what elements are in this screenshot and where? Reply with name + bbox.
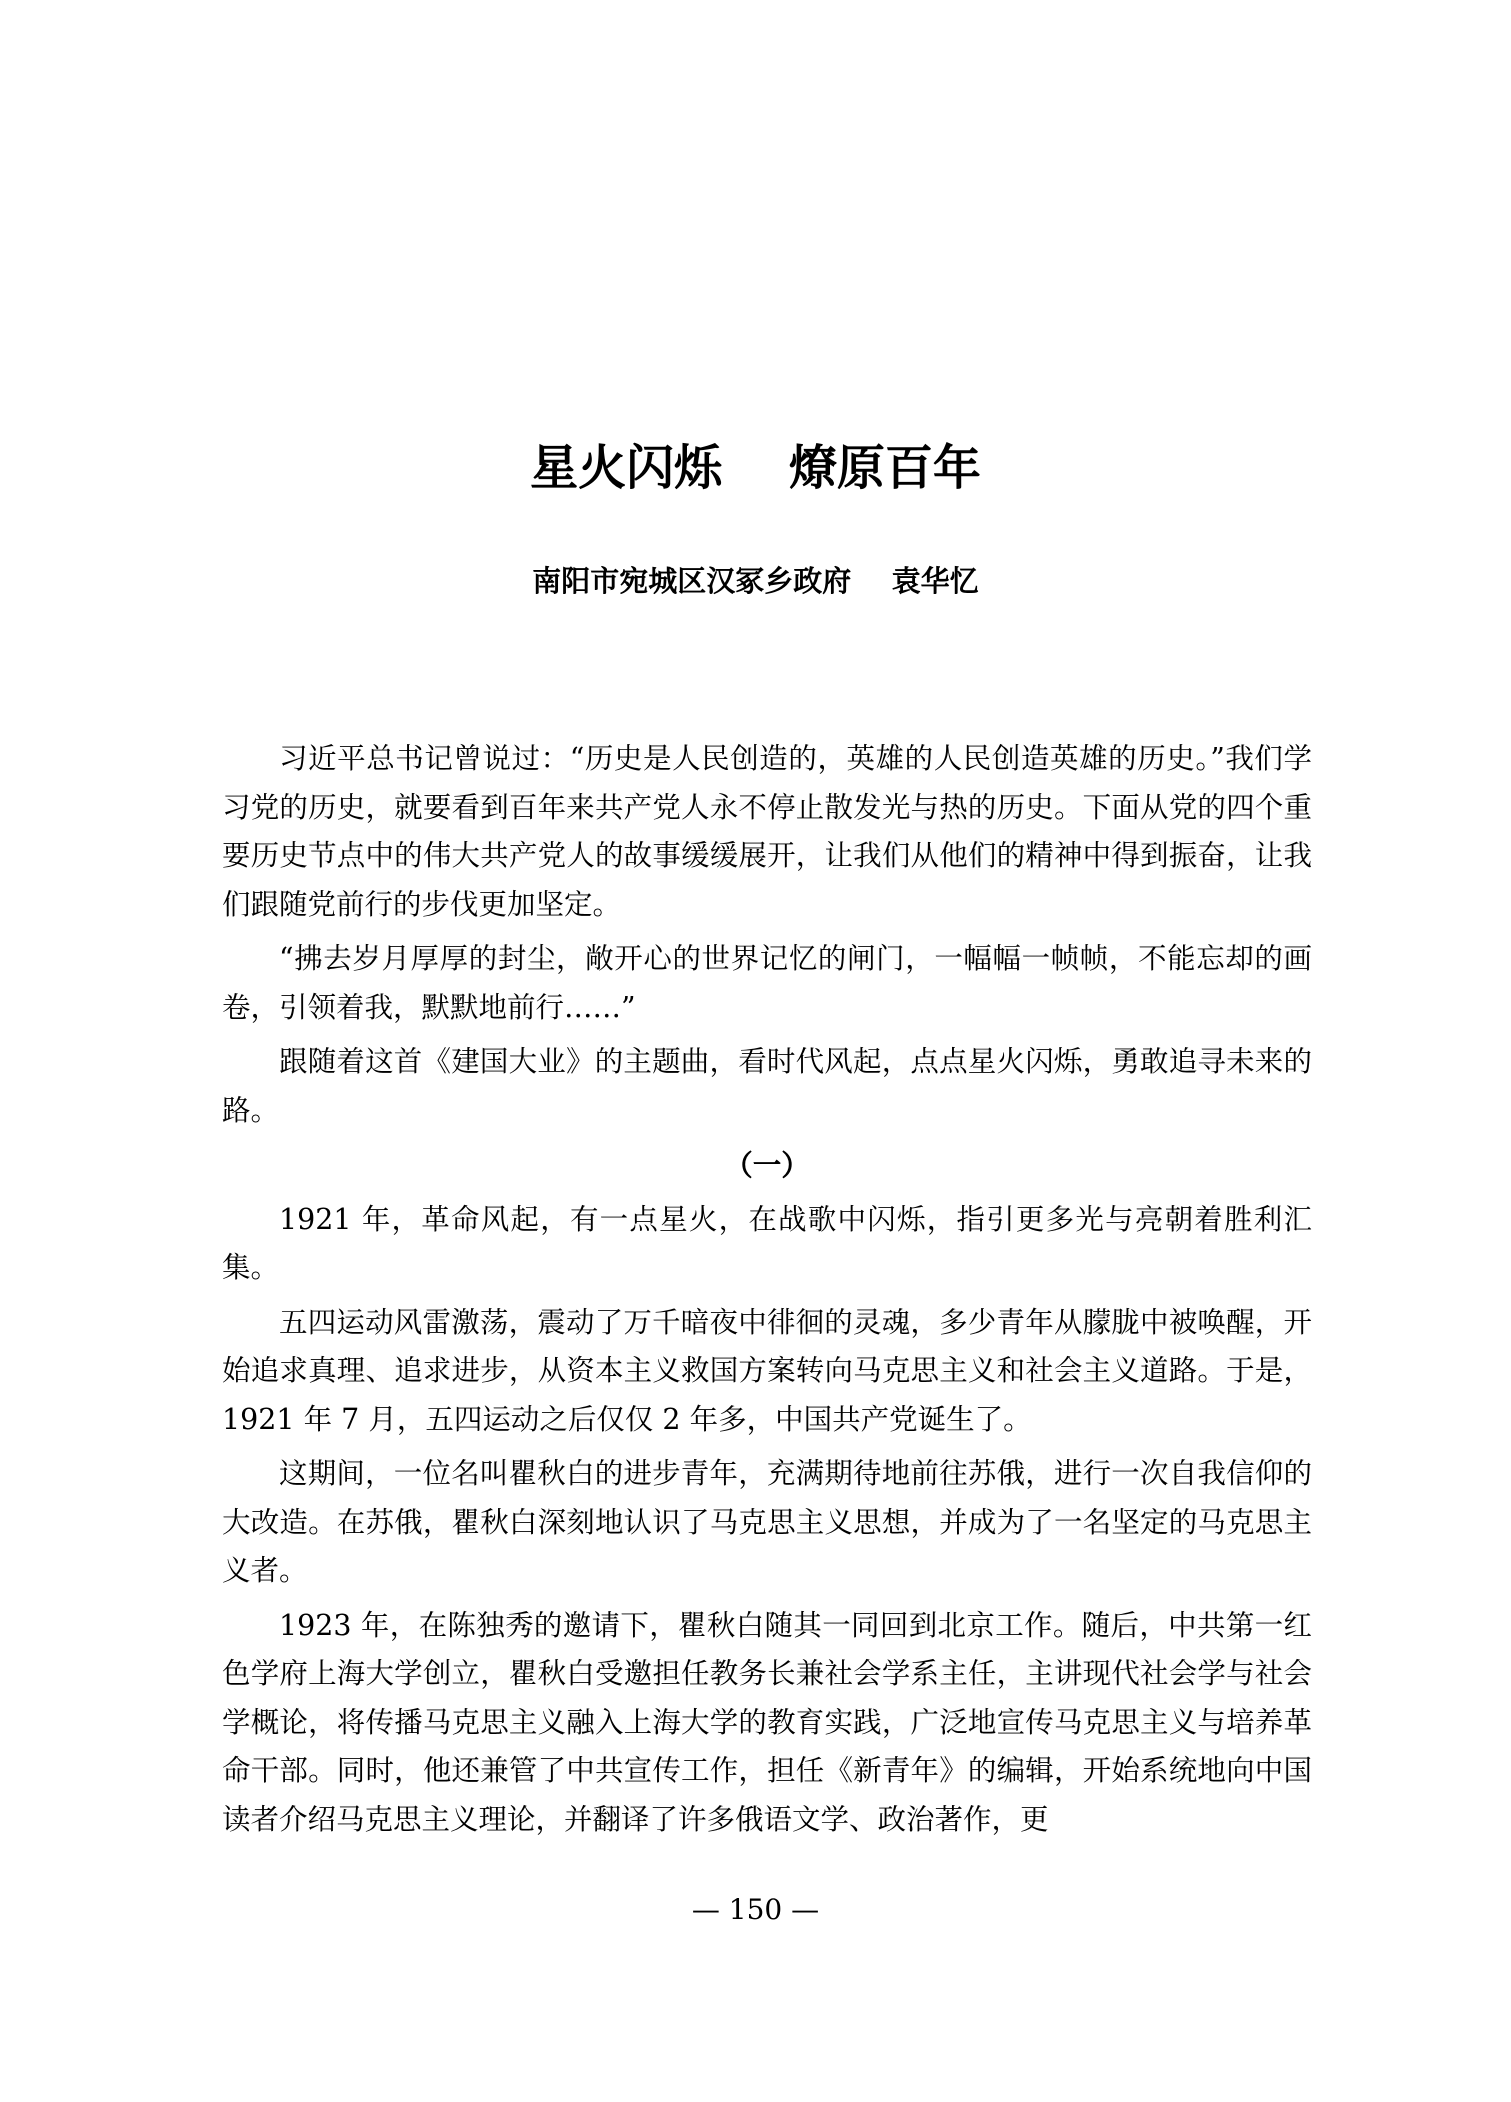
paragraph: 习近平总书记曾说过：“历史是人民创造的，英雄的人民创造英雄的历史。”我们学习党的历史，就要看到百年来共产党人永不停止散发光与热的历史。下面从党的四个重要历史节点中的伟大共产党人的故事缓缓展开，让我们从他们的精神中得到振奋，让我们跟随党前行的步伐更加坚定。 xyxy=(222,742,1312,921)
article-title: 星火闪烁 燎原百年 xyxy=(530,440,981,496)
paragraph: 1923 年，在陈独秀的邀请下，瞿秋白随其一同回到北京工作。随后，中共第一红色学府上海大学创立，瞿秋白受邀担任教务长兼社会学系主任，主讲现代社会学与社会学概论，将传播马克思主义融入上海大学的教育实践，广泛地宣传马克思主义与培养革命干部。同时，他还兼管了中共宣传工作，担任《新青年》的编辑，开始系统地向中国读者介绍马克思主义理论，并翻译了许多俄语文学、政治著作，更 xyxy=(222,1608,1312,1836)
paragraph: “拂去岁月厚厚的封尘，敞开心的世界记忆的闸门，一幅幅一帧帧，不能忘却的画卷，引领着我，默默地前行……” xyxy=(222,942,1312,1024)
paragraph: 五四运动风雷激荡，震动了万千暗夜中徘徊的灵魂，多少青年从朦胧中被唤醒，开始追求真理、追求进步，从资本主义救国方案转向马克思主义和社会主义道路。于是，1921 年 7 月，五四运动之后仅仅 2 年多，中国共产党诞生了。 xyxy=(222,1305,1312,1436)
article-byline: 南阳市宛城区汉冢乡政府 袁华忆 xyxy=(532,564,979,598)
paragraph: 跟随着这首《建国大业》的主题曲，看时代风起，点点星火闪烁，勇敢追寻未来的路。 xyxy=(222,1045,1312,1127)
paragraph: 这期间，一位名叫瞿秋白的进步青年，充满期待地前往苏俄，进行一次自我信仰的大改造。在苏俄，瞿秋白深刻地认识了马克思主义思想，并成为了一名坚定的马克思主义者。 xyxy=(222,1457,1312,1587)
page-number: — 150 — xyxy=(691,1893,820,1926)
paragraph: 1921 年，革命风起，有一点星火，在战歌中闪烁，指引更多光与亮朝着胜利汇集。 xyxy=(222,1202,1312,1284)
article-body xyxy=(222,735,1312,1850)
section-heading: （一） xyxy=(724,1148,810,1182)
